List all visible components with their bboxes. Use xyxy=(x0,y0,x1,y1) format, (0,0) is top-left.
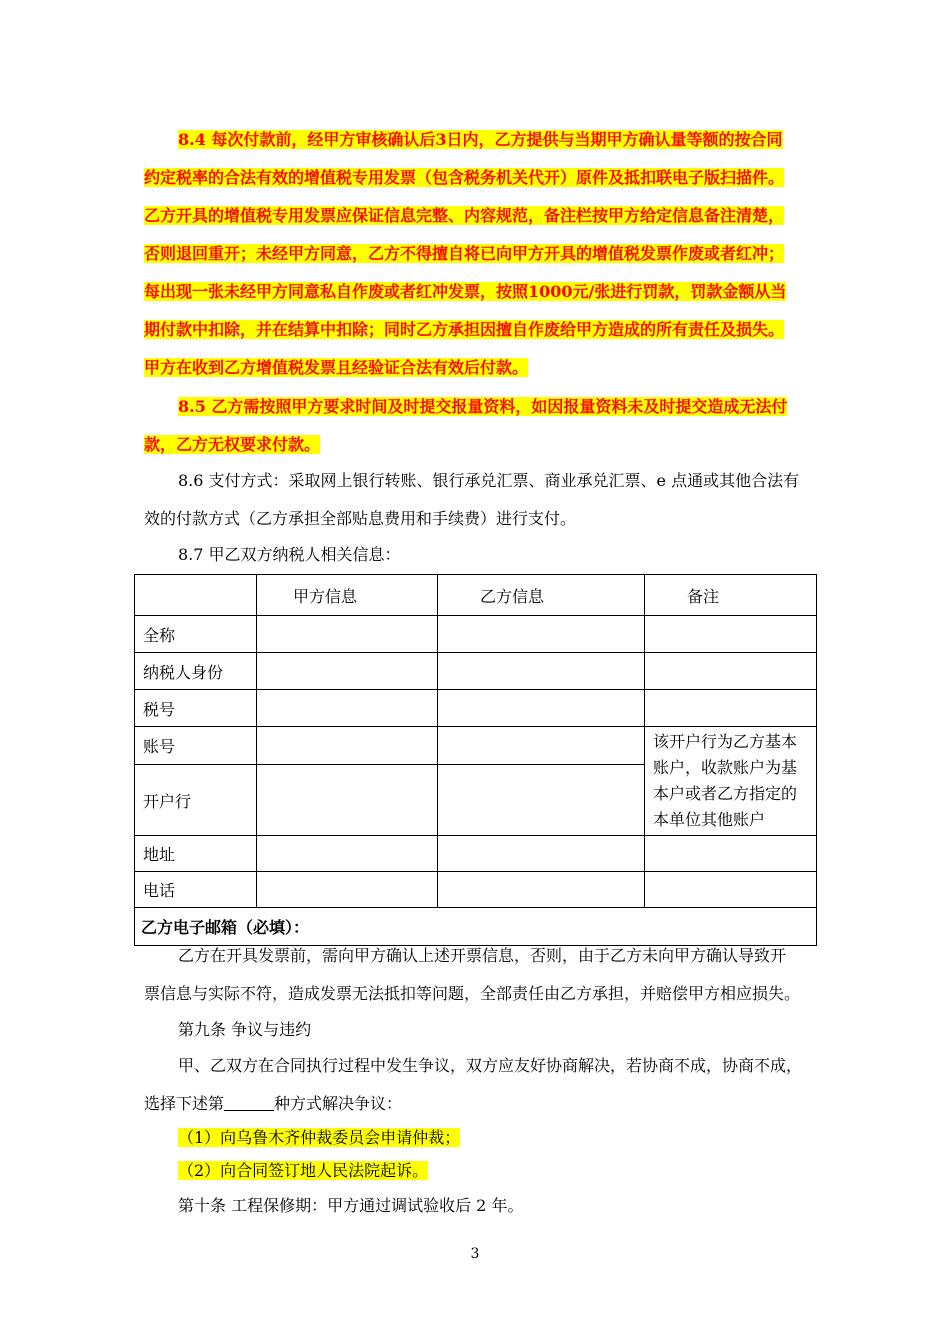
para-8-6-line-1: 8.6 支付方式：采取网上银行转账、银行承兑汇票、商业承兑汇票、e 点通或其他合法有 xyxy=(178,471,800,490)
table-header-row xyxy=(135,575,817,616)
article-9-text: 甲、乙双方在合同执行过程中发生争议，双方应友好协商解决，若协商不成，协商不成， xyxy=(178,1056,803,1075)
table-row xyxy=(135,836,817,872)
row-label: 税号 xyxy=(135,690,257,727)
option-1 xyxy=(178,1125,460,1151)
option-1-prefix: （1）向乌鲁木齐 xyxy=(178,1128,301,1147)
para-confirm-line-1: 乙方在开具发票前，需向甲方确认上述开票信息，否则，由于乙方未向甲方确认导致开 xyxy=(178,946,787,965)
choose-suffix: 种方式解决争议： xyxy=(274,1094,403,1113)
table-cell xyxy=(438,872,645,908)
table-cell xyxy=(257,653,438,690)
table-cell xyxy=(257,616,438,653)
option-2: （2）向合同签订地人民法院起诉。 xyxy=(178,1161,429,1180)
table-header-cell xyxy=(135,575,257,616)
table-cell xyxy=(257,872,438,908)
table-row xyxy=(135,727,817,765)
table-cell xyxy=(438,616,645,653)
para-8-4-line-4: 否则退回重开；未经甲方同意，乙方不得擅自将已向甲方开具的增值税发票作废或者红冲； xyxy=(144,244,785,263)
choice-blank xyxy=(224,1094,274,1111)
row-label: 账号 xyxy=(135,727,257,765)
table-header-cell: 甲方信息 xyxy=(257,575,438,616)
table-cell xyxy=(645,653,817,690)
taxpayer-info-table xyxy=(134,574,817,946)
table-row xyxy=(135,908,817,946)
para-8-6-line-2: 效的付款方式（乙方承担全部贴息费用和手续费）进行支付。 xyxy=(144,509,577,528)
para-confirm-line-2: 票信息与实际不符，造成发票无法抵扣等问题，全部责任由乙方承担，并赔偿甲方相应损失。 xyxy=(144,984,801,1003)
table-cell xyxy=(257,727,438,765)
para-8-5-line-1: 8.5 乙方需按照甲方要求时间及时提交报量资料，如因报量资料未及时提交造成无法付 xyxy=(178,397,788,416)
table-header-cell: 乙方信息 xyxy=(438,575,645,616)
para-8-5-line-2: 款，乙方无权要求付款。 xyxy=(144,435,321,454)
table-cell xyxy=(438,836,645,872)
para-8-4-line-7: 甲方在收到乙方增值税发票且经验证合法有效后付款。 xyxy=(144,358,529,377)
row-label: 全称 xyxy=(135,616,257,653)
para-8-4-line-3: 乙方开具的增值税专用发票应保证信息完整、内容规范，备注栏按甲方给定信息备注清楚， xyxy=(144,206,785,225)
table-cell xyxy=(438,727,645,765)
para-8-4-line-2: 约定税率的合法有效的增值税专用发票（包含税务机关代开）原件及抵扣联电子版扫描件。 xyxy=(144,168,785,187)
table-row xyxy=(135,616,817,653)
bank-account-note: 该开户行为乙方基本账户，收款账户为基本户或者乙方指定的本单位其他账户 xyxy=(645,727,817,836)
table-cell xyxy=(645,690,817,727)
row-label: 开户行 xyxy=(135,765,257,836)
email-label: 乙方电子邮箱（必填）： xyxy=(135,908,817,946)
option-1-suffix: 仲裁委员会申请仲裁； xyxy=(300,1128,461,1147)
row-label: 电话 xyxy=(135,872,257,908)
table-row xyxy=(135,653,817,690)
article-10: 第十条 工程保修期：甲方通过调试验收后 2 年。 xyxy=(178,1196,524,1215)
para-8-4-line-1: 8.4 每次付款前，经甲方审核确认后3日内，乙方提供与当期甲方确认量等额的按合同 xyxy=(178,130,783,149)
article-9-title: 第九条 争议与违约 xyxy=(178,1020,312,1039)
choose-prefix: 选择下述第 xyxy=(144,1094,225,1113)
article-9-choose xyxy=(144,1091,402,1117)
para-8-4-line-5: 每出现一张未经甲方同意私自作废或者红冲发票，按照1000元/张进行罚款，罚款金额从当 xyxy=(144,282,787,301)
table-header-cell: 备注 xyxy=(645,575,817,616)
para-8-4-line-6: 期付款中扣除，并在结算中扣除；同时乙方承担因擅自作废给甲方造成的所有责任及损失。 xyxy=(144,320,785,339)
table-cell xyxy=(257,690,438,727)
table-cell xyxy=(645,836,817,872)
row-label: 纳税人身份 xyxy=(135,653,257,690)
table-cell xyxy=(438,765,645,836)
page-number: 3 xyxy=(470,1246,480,1262)
table-row xyxy=(135,872,817,908)
row-label: 地址 xyxy=(135,836,257,872)
table-cell xyxy=(438,653,645,690)
para-8-7: 8.7 甲乙双方纳税人相关信息： xyxy=(178,545,401,564)
table-cell xyxy=(257,765,438,836)
table-cell xyxy=(257,836,438,872)
table-row xyxy=(135,690,817,727)
table-cell xyxy=(645,872,817,908)
table-cell xyxy=(438,690,645,727)
table-cell xyxy=(645,616,817,653)
